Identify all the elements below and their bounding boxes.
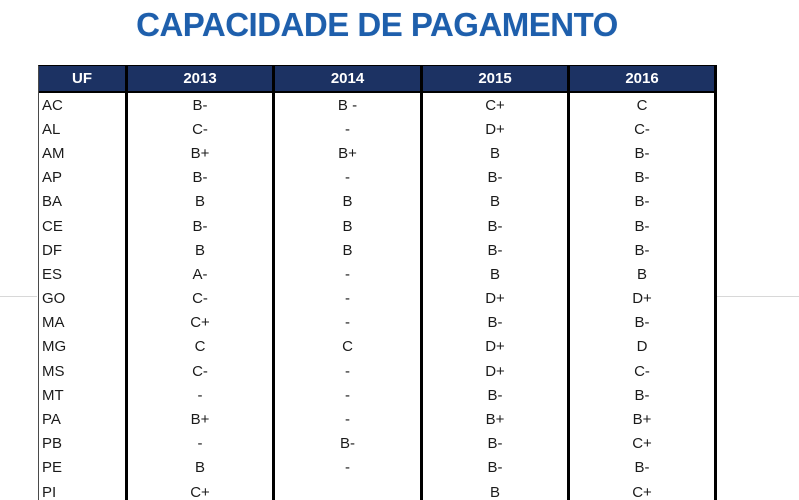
table-row-pe [39,456,714,480]
grade-cell: B+ [567,407,714,431]
grade-cell: C- [125,287,272,311]
column-header-2014: 2014 [272,66,420,91]
grade-cell: B- [567,190,714,214]
grade-cell: B- [567,238,714,262]
grade-cell: B [420,141,567,165]
grade-cell: B- [125,214,272,238]
grade-cell: B [567,262,714,286]
table-row-mg [39,335,714,359]
grade-cell: C+ [125,480,272,500]
grade-cell: B- [420,166,567,190]
grade-cell: B- [567,214,714,238]
grade-cell: C+ [125,311,272,335]
grade-cell: D+ [420,117,567,141]
grade-cell: D+ [420,335,567,359]
grade-cell: C [272,335,420,359]
table-row-pb [39,432,714,456]
grade-cell: B- [420,456,567,480]
grade-cell: - [272,287,420,311]
grade-cell: B [272,190,420,214]
uf-cell: MT [39,383,125,407]
grade-cell: B [420,190,567,214]
grade-cell: B- [420,238,567,262]
column-header-uf: UF [39,66,125,91]
uf-cell: AP [39,166,125,190]
grade-cell: C+ [567,432,714,456]
table-row-pi [39,480,714,500]
table-row-ma [39,311,714,335]
grade-cell: - [272,166,420,190]
grade-cell: C- [125,359,272,383]
table-row-df [39,238,714,262]
column-header-2015: 2015 [420,66,567,91]
table-row-mt [39,383,714,407]
grade-cell: B+ [125,141,272,165]
grade-cell: - [125,432,272,456]
grade-cell: C- [567,359,714,383]
grade-cell: D+ [420,287,567,311]
table-row-ac [39,93,714,117]
grade-cell: - [272,262,420,286]
grade-cell: - [125,383,272,407]
uf-cell: MG [39,335,125,359]
uf-cell: BA [39,190,125,214]
grade-cell: B- [272,432,420,456]
table-row-ap [39,166,714,190]
table-header-row [39,66,714,93]
grade-cell: B- [567,141,714,165]
table-row-pa [39,407,714,431]
grade-cell: B - [272,93,420,117]
grade-cell: B- [125,93,272,117]
grade-cell: B+ [420,407,567,431]
grade-cell: - [272,407,420,431]
table-row-ms [39,359,714,383]
grade-cell: B [272,238,420,262]
uf-cell: AM [39,141,125,165]
uf-cell: GO [39,287,125,311]
grade-cell: C [567,93,714,117]
column-header-2013: 2013 [125,66,272,91]
grade-cell: B+ [272,141,420,165]
grade-cell: D [567,335,714,359]
uf-cell: PE [39,456,125,480]
uf-cell: AL [39,117,125,141]
grade-cell: B- [125,166,272,190]
grade-cell: B- [420,383,567,407]
uf-cell: MS [39,359,125,383]
grade-cell: B [420,262,567,286]
table-row-am [39,141,714,165]
column-header-2016: 2016 [567,66,714,91]
grade-cell: - [272,456,420,480]
grade-cell: - [272,311,420,335]
page-title: CAPACIDADE DE PAGAMENTO [136,6,618,43]
grade-cell: C+ [567,480,714,500]
page-break-line-left [0,296,37,297]
grade-cell: B [272,214,420,238]
grade-cell: B- [567,166,714,190]
grade-cell: A- [125,262,272,286]
grade-cell: B- [567,456,714,480]
table-row-al [39,117,714,141]
grade-cell: B [125,190,272,214]
table-row-ce [39,214,714,238]
grade-cell: C [125,335,272,359]
grade-cell: - [272,359,420,383]
grade-cell: B+ [125,407,272,431]
table-body [39,93,714,500]
capacity-table [38,65,717,500]
uf-cell: DF [39,238,125,262]
grade-cell: B [125,456,272,480]
grade-cell: - [272,117,420,141]
grade-cell: B- [420,214,567,238]
table-row-go [39,287,714,311]
uf-cell: MA [39,311,125,335]
grade-cell: C- [125,117,272,141]
grade-cell: B- [420,311,567,335]
grade-cell [272,480,420,500]
grade-cell: B [125,238,272,262]
grade-cell: - [272,383,420,407]
grade-cell: B- [567,383,714,407]
page-break-line-right [716,296,799,297]
grade-cell: B- [567,311,714,335]
grade-cell: C- [567,117,714,141]
table-row-ba [39,190,714,214]
uf-cell: PA [39,407,125,431]
uf-cell: PB [39,432,125,456]
uf-cell: PI [39,480,125,500]
grade-cell: C+ [420,93,567,117]
grade-cell: D+ [420,359,567,383]
grade-cell: D+ [567,287,714,311]
grade-cell: B- [420,432,567,456]
grade-cell: B [420,480,567,500]
uf-cell: AC [39,93,125,117]
uf-cell: CE [39,214,125,238]
uf-cell: ES [39,262,125,286]
table-row-es [39,262,714,286]
